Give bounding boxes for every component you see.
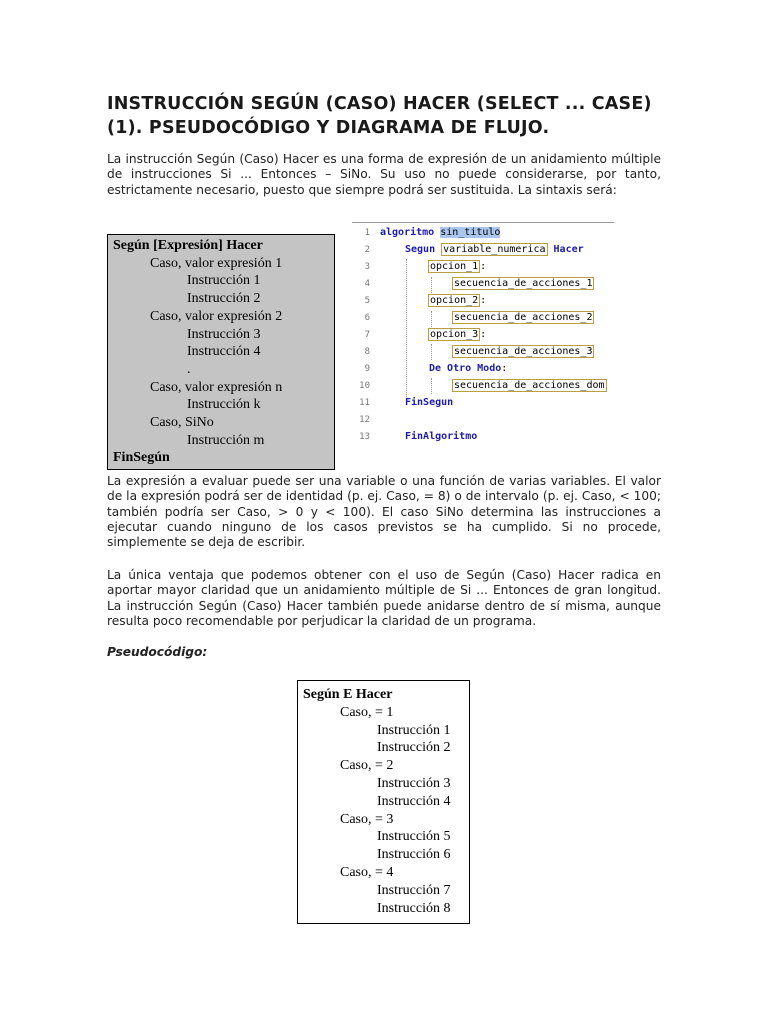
pseudo-line: Según E Hacer [303,687,393,702]
pseudo-line: Caso, = 2 [340,758,394,774]
pseudo-line: Instrucción 1 [377,722,451,738]
keyword-algoritmo: algoritmo [380,227,435,238]
keyword-hacer: Hacer [553,244,584,255]
syntax-line: Caso, SiNo [150,415,214,431]
document-title: INSTRUCCIÓN SEGÚN (CASO) HACER (SELECT ... CASE) (1). PSEUDOCÓDIGO Y DIAGRAMA DE FLUJO. [107,94,652,138]
colon: : [501,363,508,374]
keyword-de-otro-modo: De Otro Modo [429,363,502,374]
syntax-line: Instrucción m [187,432,265,448]
syntax-box [107,234,335,470]
indent-guide [431,344,432,360]
colon: : [480,329,487,340]
pseudo-line: Caso, = 1 [340,704,394,720]
pseudocode-label: Pseudocódigo: [107,645,208,659]
syntax-line: Caso, valor expresión 1 [150,255,283,271]
line-number: 5 [364,296,370,306]
keyword-finsegun: FinSegun [405,397,454,408]
syntax-line: . [187,361,191,377]
line-number: 11 [359,398,370,408]
pseudo-line: Instrucción 7 [377,882,451,898]
pseudo-line: Instrucción 2 [377,740,451,756]
line-number: 8 [364,347,370,357]
line-number: 12 [359,415,370,425]
indent-guide [431,311,432,327]
action-box: secuencia_de_acciones_2 [454,312,593,323]
line-number: 4 [364,279,370,289]
colon: : [480,261,487,272]
advantage-paragraph: La única ventaja que podemos obtener con el uso de Según (Caso) Hacer radica en aportar mayor claridad que un anidamiento múltiple de Si ... Entonces de gran longitud. La instrucción Según (Caso) Hacer también puede anidarse dentro de sí misma, aunque resulta poco recomendable por perjudicar la claridad de un programa. [107,568,661,628]
syntax-line: Según [Expresión] Hacer [113,238,263,253]
option-box: opcion_2 [430,295,479,306]
line-number: 13 [359,432,370,442]
option-box: opcion_1 [430,261,479,272]
line-number: 9 [364,364,370,374]
action-box: secuencia_de_acciones_dom [454,380,605,391]
syntax-line: Instrucción 4 [187,344,261,360]
keyword-segun: Segun [405,244,436,255]
line-number: 3 [364,262,370,272]
syntax-line: FinSegún [113,450,170,466]
expression-box: variable_numerica [443,244,546,255]
intro-paragraph: La instrucción Según (Caso) Hacer es una forma de expresión de un anidamiento múltiple de instrucciones Si ... Entonces – SiNo. Su uso no puede considerarse, por tanto, estrictamente necesario, puesto que siempre podrá ser sustituida. La sintaxis será: [107,152,661,197]
line-number: 1 [364,228,370,238]
explanation-paragraph: La expresión a evaluar puede ser una variable o una función de varias variables. El valor de la expresión podrá ser de identidad (p. ej. Caso, = 8) o de intervalo (p. ej. Caso, < 100; también podría ser Caso, > 0 y < 100). El caso SiNo determina las instrucciones a ejecutar cuando ninguno de los casos previstos se ha cumplido. Si no procede, simplemente se deja de escribir. [107,474,661,550]
pseudo-line: Instrucción 5 [377,829,451,845]
pseudo-line: Instrucción 6 [377,847,451,863]
syntax-line: Instrucción 2 [187,291,261,307]
pseudo-line: Caso, = 4 [340,864,394,880]
pseudo-line: Instrucción 8 [377,900,451,916]
line-number: 7 [364,330,370,340]
indent-guide [406,259,407,399]
line-number: 6 [364,313,370,323]
colon: : [480,295,487,306]
pseudo-line: Caso, = 3 [340,811,394,827]
pseudocode-box [297,680,470,924]
option-box: opcion_3 [430,329,479,340]
syntax-line: Instrucción 1 [187,273,261,289]
indent-guide [431,378,432,394]
algorithm-name: sin_titulo [440,227,501,238]
keyword-finalgoritmo: FinAlgoritmo [405,431,478,442]
syntax-line: Instrucción 3 [187,326,261,342]
syntax-line: Instrucción k [187,397,261,413]
syntax-line: Caso, valor expresión n [150,379,283,395]
pseudo-line: Instrucción 3 [377,775,451,791]
action-box: secuencia_de_acciones_3 [454,346,593,357]
code-editor-screenshot [352,222,614,446]
pseudo-line: Instrucción 4 [377,793,451,809]
indent-guide [431,277,432,293]
action-box: secuencia_de_acciones_1 [454,278,593,289]
line-number: 2 [364,245,370,255]
syntax-line: Caso, valor expresión 2 [150,308,283,324]
line-number: 10 [359,381,370,391]
